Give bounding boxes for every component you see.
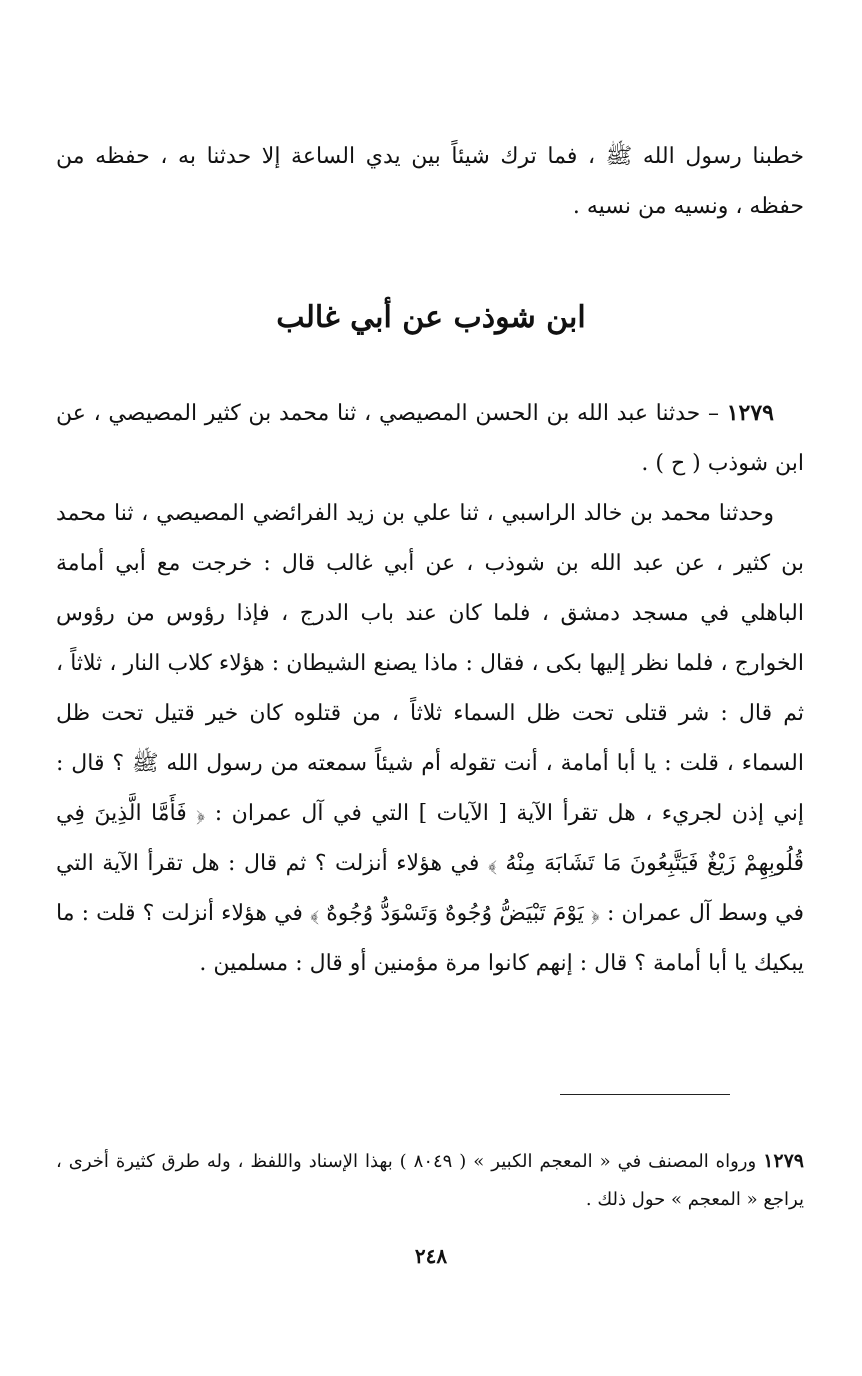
hadith-isnad-1-text: – حدثنا عبد الله بن الحسن المصيصي ، ثنا محمد بن كثير المصيصي ، عن ابن شوذب ( ح ) . bbox=[56, 401, 804, 476]
footnote-text: ورواه المصنف في « المعجم الكبير » ( ٨٠٤٩ ) بهذا الإسناد واللفظ ، وله طرق كثيرة أخرى ، يراجع « المعجم » حول ذلك . bbox=[56, 1151, 804, 1210]
hadith-entry bbox=[56, 388, 804, 989]
footnote bbox=[56, 1142, 804, 1219]
intro-text: خطبنا رسول الله ﷺ ، فما ترك شيئاً بين يدي الساعة إلا حدثنا به ، حفظه من حفظه ، ونسيه من نسيه . bbox=[56, 144, 804, 219]
footnote-separator bbox=[560, 1094, 730, 1095]
page-number: ٢٤٨ bbox=[414, 1244, 448, 1268]
hadith-number: ١٢٧٩ bbox=[726, 400, 774, 426]
hadith-isnad-second bbox=[56, 489, 804, 989]
section-heading: ابن شوذب عن أبي غالب bbox=[276, 300, 586, 335]
hadith-isnad-first bbox=[56, 388, 804, 489]
hadith-isnad-2-text: وحدثنا محمد بن خالد الراسبي ، ثنا علي بن زيد الفرائضي المصيصي ، ثنا محمد بن كثير ، عن عبد الله بن شوذب ، عن أبي غالب قال : خرجت مع أبي أمامة الباهلي في مسجد دمشق ، فلما كان عند باب الدرج ، فإذا رؤوس من رؤوس الخوارج ، فلما نظر إليها بكى ، فقال : ماذا يصنع الشيطان : هؤلاء كلاب النار ، ثلاثاً ، ثم قال : شر قتلى تحت ظل السماء ثلاثاً ، من قتلوه كان خير قتيل تحت ظل السماء ، قلت : يا أبا أمامة ، أنت تقوله أم شيئاً سمعته من رسول الله ﷺ ؟ قال : إني إذن لجريء ، هل تقرأ الآية [ الآيات ] التي في آل عمران : ﴿ فَأَمَّا الَّذِينَ فِي قُلُوبِهِمْ زَيْغٌ فَيَتَّبِعُونَ مَا تَشَابَهَ مِنْهُ ﴾ في هؤلاء أنزلت ؟ ثم قال : هل تقرأ الآية التي في وسط آل عمران : ﴿ يَوْمَ تَبْيَضُّ وُجُوهٌ وَتَسْوَدُّ وُجُوهٌ ﴾ في هؤلاء أنزلت ؟ قلت : ما يبكيك يا أبا أمامة ؟ قال : إنهم كانوا مرة مؤمنين أو قال : مسلمين . bbox=[56, 501, 804, 976]
footnote-number: ١٢٧٩ bbox=[763, 1150, 804, 1172]
intro-paragraph bbox=[56, 132, 804, 232]
